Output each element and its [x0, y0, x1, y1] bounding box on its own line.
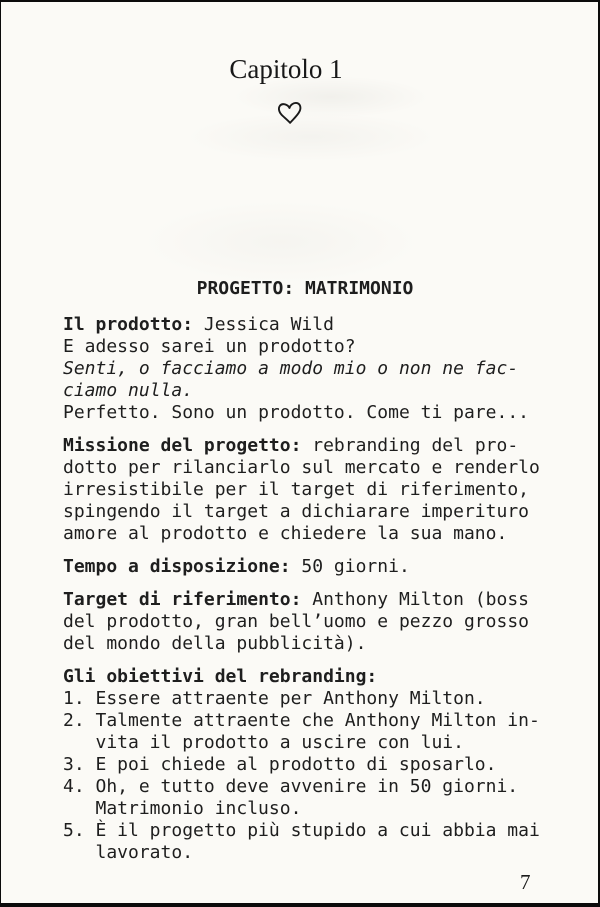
paragraph-mission [63, 435, 547, 545]
text-line-italic: Senti, o facciamo a modo mio o non ne fac- [63, 358, 519, 379]
paragraph-product [63, 314, 547, 424]
bold-label: Tempo a disposizione: [63, 556, 291, 577]
paragraph-target [63, 589, 547, 655]
objectives-heading: Gli obiettivi del rebranding: [63, 666, 378, 687]
item-number: 2. [63, 710, 85, 731]
section-heading: PROGETTO: MATRIMONIO [196, 278, 414, 299]
paragraph-objectives [63, 666, 547, 864]
text-line: del prodotto, gran bell’uomo e pezzo grosso [63, 611, 529, 632]
chapter-title: Capitolo 1 [229, 54, 343, 84]
body-text [63, 278, 547, 864]
text-line [63, 314, 547, 336]
bold-label: Missione del progetto: [63, 435, 302, 456]
item-text: vita il prodotto a uscire con lui. [95, 732, 464, 753]
text-line: Perfetto. Sono un prodotto. Come ti pare... [63, 402, 529, 423]
page-number: 7 [520, 870, 531, 894]
text-line: spingendo il target a dichiarare imperituro [63, 501, 529, 522]
label-value: rebranding del pro- [301, 435, 519, 456]
list-item [63, 688, 547, 710]
item-number: 1. [63, 688, 85, 709]
paragraph-time [63, 556, 547, 578]
label-value: 50 giorni. [290, 556, 410, 577]
text-line: del mondo della pubblicità). [63, 633, 367, 654]
item-number: 3. [63, 754, 85, 775]
list-item-continuation [63, 732, 547, 754]
text-line: irresistibile per il target di riferimento, [63, 479, 529, 500]
list-item-continuation [63, 842, 547, 864]
heart-icon [275, 100, 305, 131]
objectives-list [63, 688, 547, 864]
text-line: E adesso sarei un prodotto? [63, 336, 356, 357]
item-text: Essere attraente per Anthony Milton. [95, 688, 486, 709]
item-text: lavorato. [95, 842, 194, 863]
list-item [63, 820, 547, 842]
list-item [63, 710, 547, 732]
text-line: amore al prodotto e chiedere la sua mano. [63, 523, 508, 544]
list-item-continuation [63, 798, 547, 820]
item-text: Oh, e tutto deve avvenire in 50 giorni. [95, 776, 519, 797]
text-line [63, 435, 547, 457]
bold-label: Il prodotto: [63, 314, 194, 335]
text-line [63, 556, 547, 578]
label-value: Anthony Milton (boss [301, 589, 529, 610]
text-line: dotto per rilanciarlo sul mercato e renderlo [63, 457, 540, 478]
item-text: E poi chiede al prodotto di sposarlo. [95, 754, 497, 775]
list-item [63, 776, 547, 798]
item-text: Matrimonio incluso. [95, 798, 302, 819]
label-value: Jessica Wild [193, 314, 334, 335]
item-number: 4. [63, 776, 85, 797]
bold-label: Target di riferimento: [63, 589, 302, 610]
list-item [63, 754, 547, 776]
item-text: Talmente attraente che Anthony Milton in- [95, 710, 540, 731]
item-number: 5. [63, 820, 85, 841]
text-line [63, 589, 547, 611]
text-line-italic: ciamo nulla. [63, 380, 194, 401]
item-text: È il progetto più stupido a cui abbia mai [95, 820, 540, 841]
